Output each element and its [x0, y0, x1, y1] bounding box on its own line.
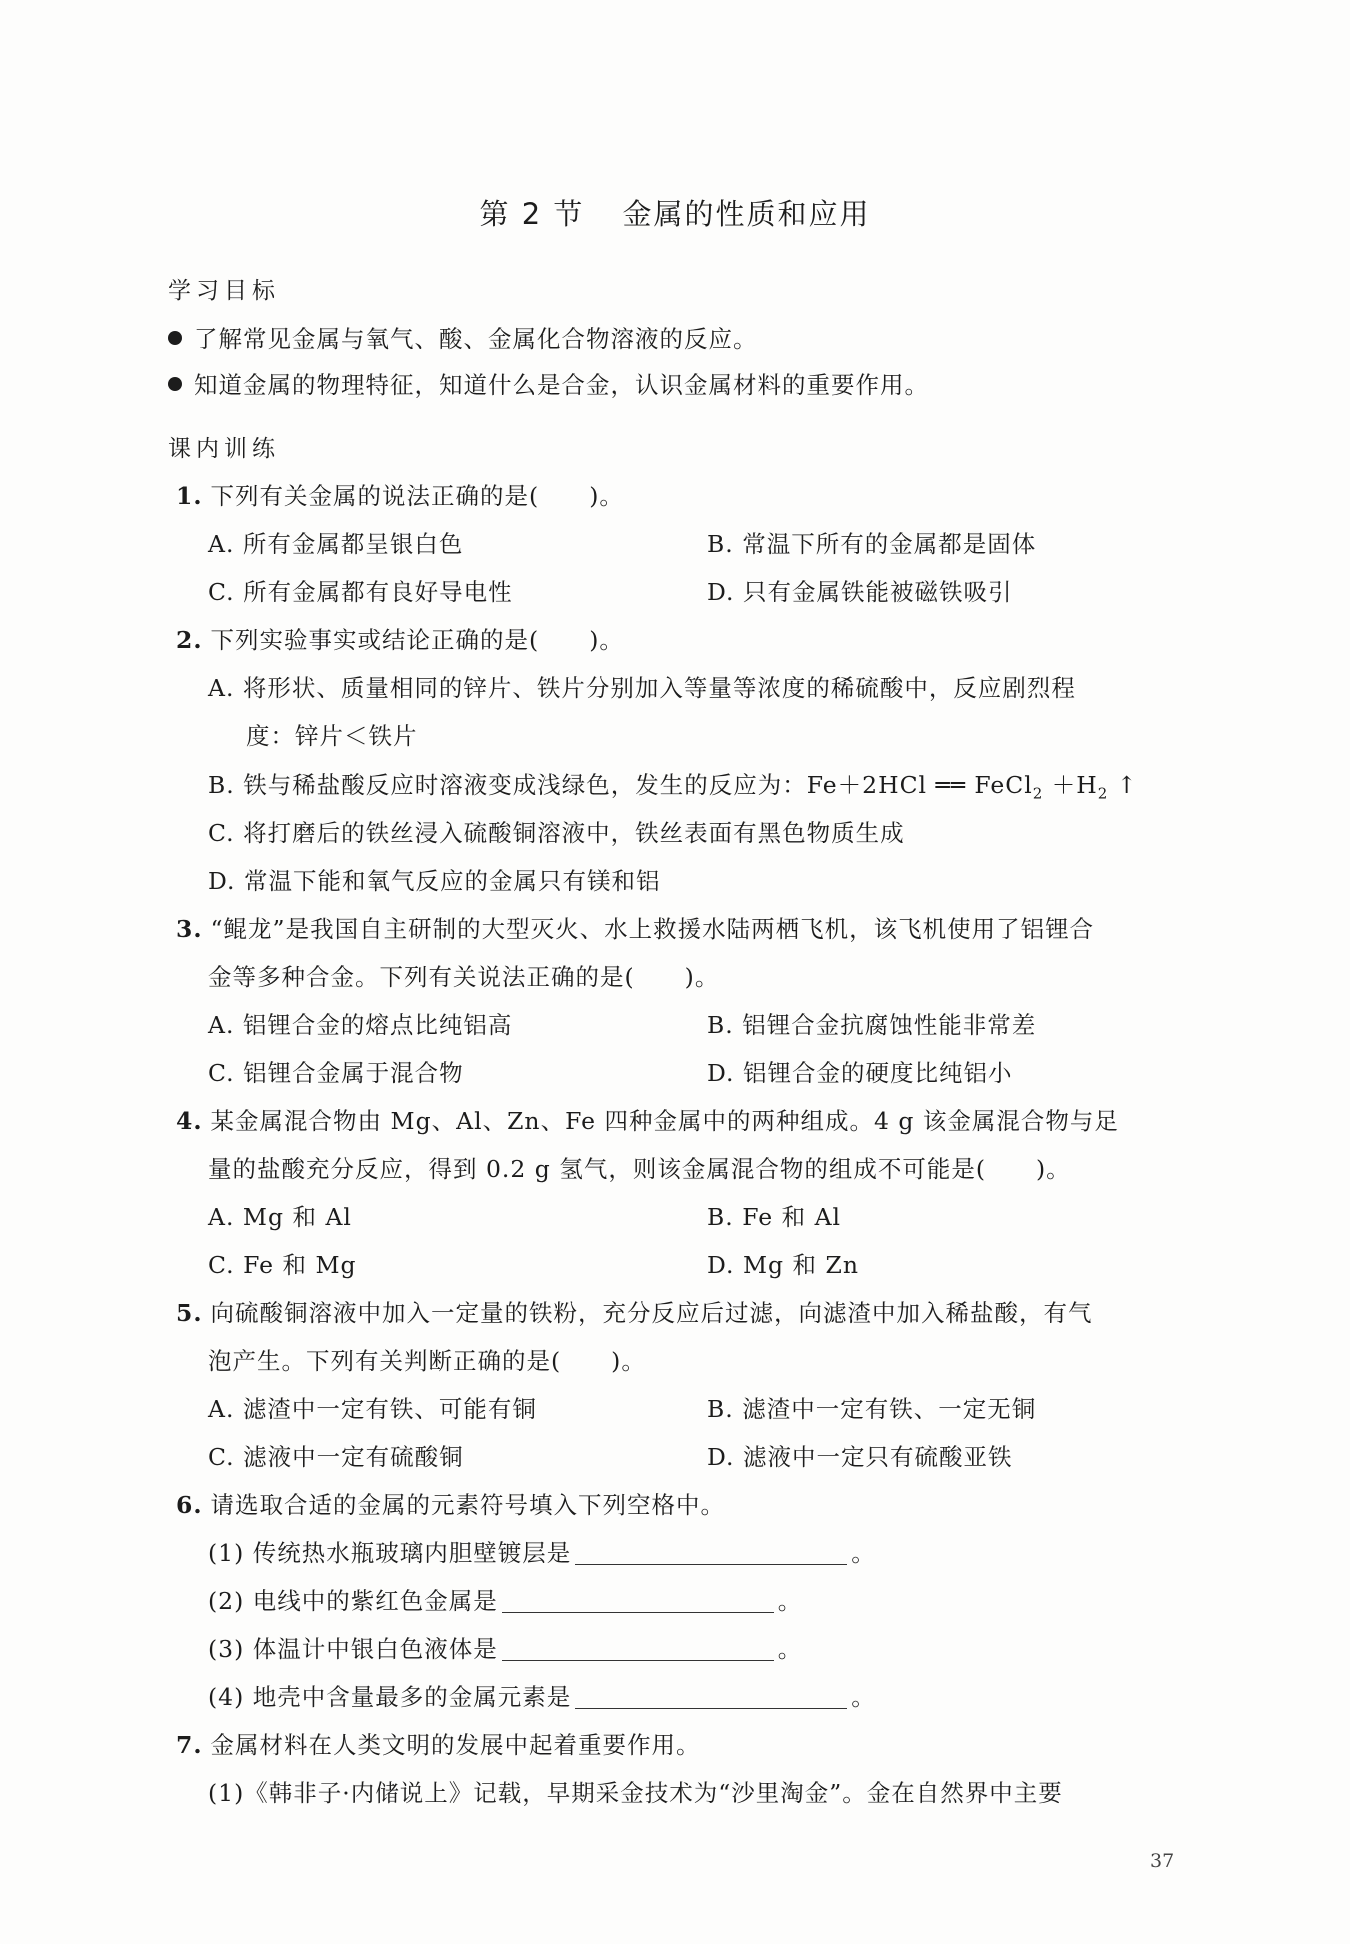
- question-3-option-a: A. 铝锂合金的熔点比纯铝高: [208, 1011, 513, 1039]
- question-3-option-b: B. 铝锂合金抗腐蚀性能非常差: [707, 1011, 1037, 1039]
- question-5-stem-line2: 泡产生。下列有关判断正确的是( )。: [208, 1347, 646, 1375]
- page-number: 37: [1150, 1850, 1175, 1872]
- question-1-option-d: D. 只有金属铁能被磁铁吸引: [707, 578, 1013, 606]
- question-6-sub-3: (3) 体温计中银白色液体是 。: [208, 1635, 803, 1663]
- section-title: [0, 192, 1350, 233]
- question-4-option-a: A. Mg 和 Al: [208, 1203, 352, 1231]
- question-1-option-b: B. 常温下所有的金属都是固体: [707, 530, 1037, 558]
- bullet-icon: [168, 331, 182, 345]
- learning-goals-heading: 学习目标: [168, 278, 280, 304]
- question-3-stem-line2: 金等多种合金。下列有关说法正确的是( )。: [208, 963, 720, 991]
- question-5-option-d: D. 滤液中一定只有硫酸亚铁: [707, 1443, 1013, 1471]
- answer-blank-4[interactable]: [575, 1684, 847, 1709]
- section-name: 金属的性质和应用: [622, 197, 871, 231]
- question-2-option-c: C. 将打磨后的铁丝浸入硫酸铜溶液中，铁丝表面有黑色物质生成: [208, 819, 905, 847]
- answer-blank-3[interactable]: [502, 1636, 774, 1661]
- question-5-stem-line1: 5. 向硫酸铜溶液中加入一定量的铁粉，充分反应后过滤，向滤渣中加入稀盐酸，有气: [176, 1299, 1093, 1327]
- question-4-option-c: C. Fe 和 Mg: [208, 1251, 357, 1279]
- question-1-option-c: C. 所有金属都有良好导电性: [208, 578, 513, 606]
- answer-blank-1[interactable]: [575, 1540, 847, 1565]
- goal-item-1: 了解常见金属与氧气、酸、金属化合物溶液的反应。: [168, 320, 758, 354]
- question-5-option-c: C. 滤液中一定有硫酸铜: [208, 1443, 464, 1471]
- question-2-option-a-line1: A. 将形状、质量相同的锌片、铁片分别加入等量等浓度的稀硫酸中，反应剧烈程: [208, 674, 1076, 702]
- question-7-stem: 7. 金属材料在人类文明的发展中起着重要作用。: [176, 1731, 701, 1759]
- question-7-sub-1: (1)《韩非子·内储说上》记载，早期采金技术为“沙里淘金”。金在自然界中主要: [208, 1779, 1063, 1807]
- section-number: 第 2 节: [479, 197, 585, 231]
- gas-arrow-icon: ↑: [1108, 771, 1138, 799]
- answer-blank-2[interactable]: [502, 1588, 774, 1613]
- question-1-stem: 1. 下列有关金属的说法正确的是( )。: [176, 482, 624, 510]
- question-4-stem-line2: 量的盐酸充分反应，得到 0.2 g 氢气，则该金属混合物的组成不可能是( )。: [208, 1155, 1071, 1183]
- goal-item-2: 知道金属的物理特征，知道什么是合金，认识金属材料的重要作用。: [168, 366, 929, 400]
- question-2-option-b: B. 铁与稀盐酸反应时溶液变成浅绿色，发生的反应为：Fe＋2HCl ══ FeCl$_2$ $+H_2$ ↑: [208, 771, 1138, 803]
- question-4-stem-line1: 4. 某金属混合物由 Mg、Al、Zn、Fe 四种金属中的两种组成。4 g 该金属混合物与足: [176, 1107, 1119, 1135]
- question-6-sub-2: (2) 电线中的紫红色金属是 。: [208, 1587, 803, 1615]
- question-3-option-d: D. 铝锂合金的硬度比纯铝小: [707, 1059, 1013, 1087]
- question-5-option-b: B. 滤渣中一定有铁、一定无铜: [707, 1395, 1037, 1423]
- question-3-stem-line1: 3. “鲲龙”是我国自主研制的大型灭火、水上救援水陆两栖飞机，该飞机使用了铝锂合: [176, 915, 1095, 943]
- question-6-sub-4: (4) 地壳中含量最多的金属元素是 。: [208, 1683, 876, 1711]
- question-6-stem: 6. 请选取合适的金属的元素符号填入下列空格中。: [176, 1491, 726, 1519]
- question-2-option-a-line2: 度：锌片＜铁片: [246, 722, 418, 750]
- bullet-icon: [168, 377, 182, 391]
- practice-heading: 课内训练: [168, 436, 280, 462]
- question-1-option-a: A. 所有金属都呈银白色: [208, 530, 464, 558]
- question-3-option-c: C. 铝锂合金属于混合物: [208, 1059, 464, 1087]
- question-4-option-b: B. Fe 和 Al: [707, 1203, 842, 1231]
- question-2-stem: 2. 下列实验事实或结论正确的是( )。: [176, 626, 624, 654]
- question-5-option-a: A. 滤渣中一定有铁、可能有铜: [208, 1395, 537, 1423]
- question-2-option-d: D. 常温下能和氧气反应的金属只有镁和铝: [208, 867, 661, 895]
- question-6-sub-1: (1) 传统热水瓶玻璃内胆壁镀层是 。: [208, 1539, 876, 1567]
- question-4-option-d: D. Mg 和 Zn: [707, 1251, 859, 1279]
